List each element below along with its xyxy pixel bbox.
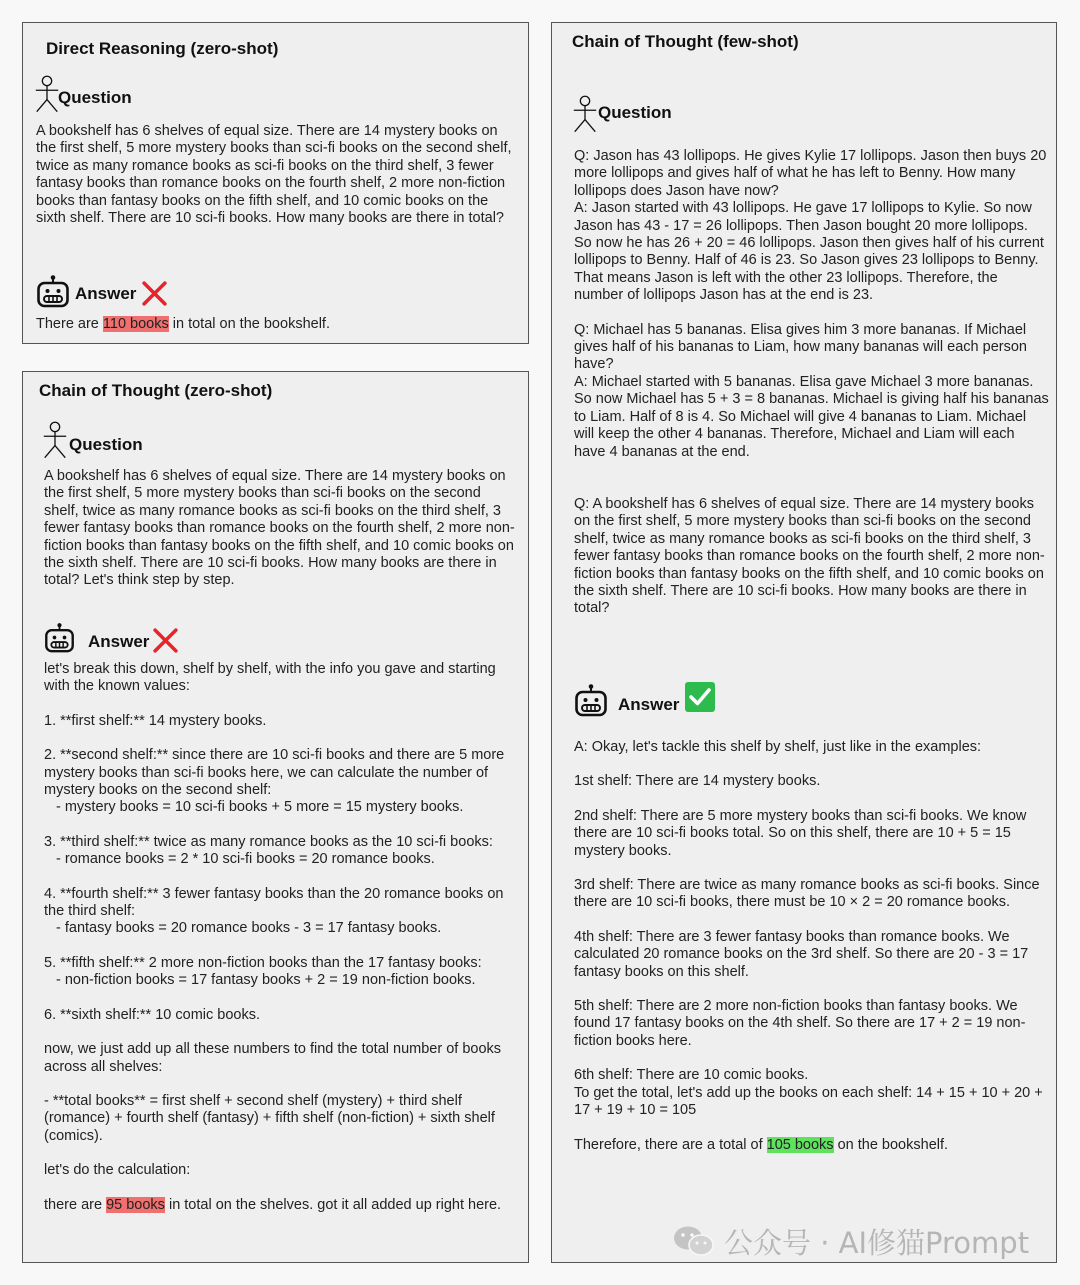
robot-icon xyxy=(44,622,75,653)
answer-label: Answer xyxy=(618,695,680,714)
answer-label: Answer xyxy=(75,284,137,303)
panel-title: Direct Reasoning (zero-shot) xyxy=(46,39,279,58)
examples-text: Q: Jason has 43 lollipops. He gives Kylie 17 lollipops. Jason then buys 20 more lollipops and gives half of what he has left to Benny. How many lollipops does Jason have now? A: Jason started with 43 lollipops. He gave 17 lollipops to Kylie. So now Jason has 43 - 17 = 26 lollipops. Then Jason bought 20 more lollipops. So now he has 26 + 20 = 46 lollipops. Jason then gives half of his current lollipops to Benny. Half of 46 is 23. So Jason gives 23 lollipops to Benny. That means Jason is left with the other 23 lollipops. Therefore, the number of lollipops Jason has at the end is 23. Q: Michael has 5 bananas. Elisa gives him 3 more bananas. If Michael gives half of his bananas to Liam, how many bananas will each person have? A: Michael started with 5 bananas. Elisa gave Michael 3 more bananas. So now Michael has 5 + 3 = 8 bananas. Michael is giving half his bananas to Liam. Half of 8 is 4. So Michael will give 4 bananas to Liam. Michael will keep the other 4 bananas. Therefore, Michael and Liam will each have 4 bananas at the end. Q: A bookshelf has 6 shelves of equal size. There are 14 mystery books on the first shelf, 5 more mystery books than sci-fi books on the second shelf, twice as many romance books as sci-fi books on the third shelf, 3 fewer fantasy books than romance books on the fourth shelf, 2 more non-fiction books than fantasy books on the fifth shelf, and 10 comic books on the sixth shelf. There are 10 sci-fi books. How many books are there in total? xyxy=(574,148,1049,617)
wrong-x-icon xyxy=(152,627,179,654)
question-person-icon xyxy=(571,88,599,140)
answer-label: Answer xyxy=(88,632,150,651)
answer-text: let's break this down, shelf by shelf, with the info you gave and starting with the known values: 1. **first shelf:** 14 mystery books. 2. **second shelf:** since there are 10 sci-fi books and there are 5 more mystery books than sci-fi books here, we can calculate the number of mystery books on the second shelf: - mystery books = 10 sci-fi books + 5 more = 15 mystery books. 3. **third shelf:** twice as many romance books as the 10 sci-fi books: - romance books = 2 * 10 sci-fi books = 20 romance books. 4. **fourth shelf:** 3 fewer fantasy books than the 20 romance books on the third shelf: - fantasy books = 20 romance books - 3 = 17 fantasy books. 5. **fifth shelf:** 2 more non-fiction books than the 17 fantasy books: - non-fiction books = 17 fantasy books + 2 = 19 non-fiction books. 6. **sixth shelf:** 10 comic books. now, we just add up all these numbers to find the total number of books across all shelves: - **total books** = first shelf + second shelf (mystery) + third shelf (romance) + fourth shelf (fantasy) + fifth shelf (non-fiction) + sixth shelf (comics). let's do the calculation: there are 95 books in total on the shelves. got it all added up right here. xyxy=(44,661,505,1213)
answer-highlight: 105 books xyxy=(766,1136,834,1153)
wrong-x-icon xyxy=(141,280,168,307)
robot-icon xyxy=(36,274,70,308)
panel-direct-reasoning xyxy=(22,22,529,344)
answer-highlight: 95 books xyxy=(106,1196,165,1213)
question-person-icon xyxy=(41,419,69,461)
question-text: A bookshelf has 6 shelves of equal size. There are 14 mystery books on the first shelf, 5 more mystery books than sci-fi books on the second shelf, twice as many romance books as sci-fi books on the third shelf, 3 fewer fantasy books than romance books on the fourth shelf, 2 more non-fiction books than fantasy books on the fifth shelf, and 10 comic books on the sixth shelf. There are 10 sci-fi books. How many books are there in total? Let's think step by step. xyxy=(44,468,515,589)
panel-title: Chain of Thought (zero-shot) xyxy=(39,381,273,400)
panel-cot-few-shot xyxy=(551,22,1057,1263)
question-label: Question xyxy=(58,88,132,107)
question-label: Question xyxy=(598,103,672,122)
correct-check-icon xyxy=(685,682,715,712)
answer-text: There are 110 books in total on the bookshelf. xyxy=(36,316,330,332)
wechat-logo-icon xyxy=(672,1224,716,1258)
watermark-text: 公众号 · AI修猫Prompt xyxy=(724,1226,1030,1260)
robot-icon xyxy=(574,683,608,717)
question-label: Question xyxy=(69,435,143,454)
question-text: A bookshelf has 6 shelves of equal size. There are 14 mystery books on the first shelf, 5 more mystery books than sci-fi books on the second shelf, twice as many romance books as sci-fi books on the third shelf, 3 fewer fantasy books than romance books on the fourth shelf, 2 more non-fiction books than fantasy books on the fifth shelf, and 10 comic books on the sixth shelf. There are 10 sci-fi books. How many books are there in total? xyxy=(36,123,512,227)
panel-cot-zero-shot xyxy=(22,371,529,1263)
answer-text: A: Okay, let's tackle this shelf by shelf, just like in the examples: 1st shelf: There are 14 mystery books. 2nd shelf: There are 5 more mystery books than sci-fi books. We know there are 10 sci-fi books total. So on this shelf, there are 10 + 5 = 15 mystery books. 3rd shelf: There are twice as many romance books as sci-fi books. Since there are 10 sci-fi books, there must be 10 × 2 = 20 romance books. 4th shelf: There are 3 fewer fantasy books than romance books. We calculated 20 romance books on the 3rd shelf. So there are 20 - 3 = 17 fantasy books on this shelf. 5th shelf: There are 2 more non-fiction books than fantasy books. We found 17 fantasy books on the 4th shelf. So there are 17 + 2 = 19 non-fiction books here. 6th shelf: There are 10 comic books. To get the total, let's add up the books on each shelf: 14 + 15 + 10 + 20 + 17 + 19 + 10 = 105 Therefore, there are a total of 105 books on the bookshelf. xyxy=(574,739,1043,1153)
panel-title: Chain of Thought (few-shot) xyxy=(572,32,799,51)
answer-highlight: 110 books xyxy=(102,316,169,332)
question-person-icon xyxy=(33,73,61,115)
